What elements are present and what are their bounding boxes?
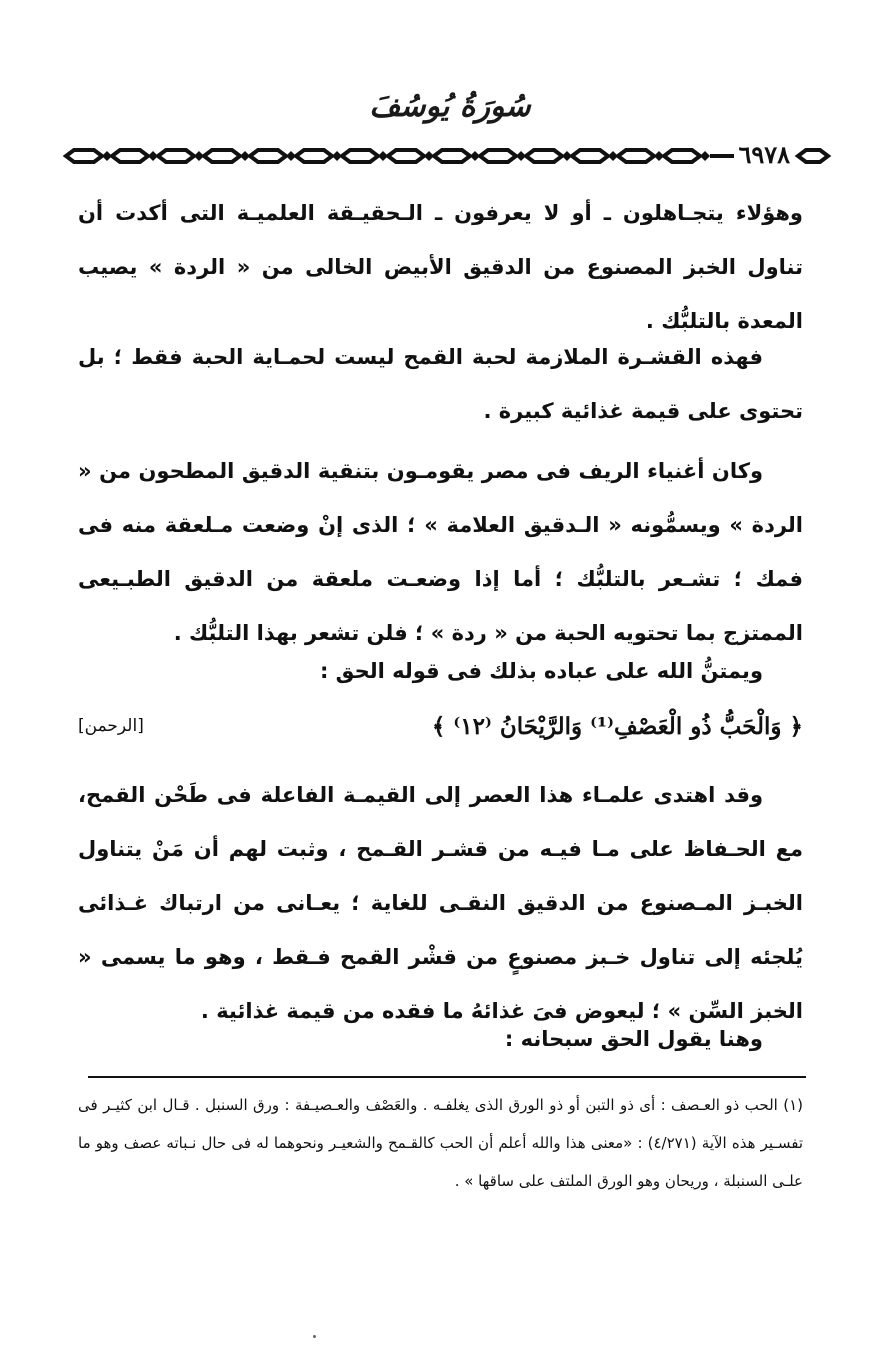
- chain-diamond: [516, 151, 526, 161]
- paragraph-1: وهؤلاء يتجـاهلون ـ أو لا يعرفون ـ الـحقيـقة العلميـة التى أكدت أن تناول الخبز المصنوع من الدقيق الأبيض الخالى من « الردة » يصيب المعدة بالتلبُّك .: [78, 201, 803, 333]
- chain-link: [388, 150, 424, 162]
- footnote: (١) الحب ذو العـصف : أى ذو التبن أو ذو الورق الذى يغلفـه . والعَصْف والعـصيـفة : ورق السنبل . قـال ابن كثيـر فى تفسـير هذه الآية (٤/٢٧١) : «معنى هذا والله أعلم أن الحب كالقـمح والشعيـر ونحوهما له فى حال نـباته عصف وهو ما علـى السنبلة ، وريحان وهو الورق الملتف على ساقها » .: [78, 1096, 803, 1190]
- paragraph-6: وهنا يقول الحق سبحانه :: [504, 1027, 763, 1051]
- paragraph-2: فهذه القشـرة الملازمة لحبة القمح ليست لحمـاية الحبة فقط ؛ بل تحتوى على قيمة غذائية كبيرة .: [78, 345, 803, 423]
- chain-link: [572, 150, 608, 162]
- chain-link: [66, 150, 102, 162]
- chain-link: [204, 150, 240, 162]
- paragraph-5: وقد اهتدى علمـاء هذا العصر إلى القيمـة الفاعلة فى طَحْن القمح، مع الحـفاظ على مـا فيـه من قشـر القـمح ، وثبت لهم أن مَنْ يتناول الخبـز المـصنوع من الدقيق النقـى للغاية ؛ يعـانى من ارتباك غـذائى يُلجئه إلى تناول خـبز مصنوعٍ من قشْر القمح فـقط ، وهو ما يسمى « الخبز السِّن » ؛ ليعوض فىَ غذائهُ ما فقده من قيمة غذائية .: [78, 783, 803, 1023]
- chain-link: [798, 150, 828, 162]
- chain-link: [342, 150, 378, 162]
- paragraph-4: ويمتنُّ الله على عباده بذلك فى قوله الحق :: [319, 659, 763, 683]
- chain-diamond: [148, 151, 158, 161]
- ornamental-header-band: [62, 140, 832, 172]
- chain-diamond: [286, 151, 296, 161]
- quran-verse: ﴿ وَالْحَبُّ ذُو الْعَصْفِ⁽¹⁾ وَالرَّيْحَانُ ⁽١٢⁾ ﴾: [431, 713, 803, 740]
- chain-link: [250, 150, 286, 162]
- chain-diamond: [608, 151, 618, 161]
- chain-link: [480, 150, 516, 162]
- chain-link: [434, 150, 470, 162]
- chain-diamond: [654, 151, 664, 161]
- chain-diamond: [194, 151, 204, 161]
- quran-verse-line: [78, 700, 803, 754]
- chain-diamond: [470, 151, 480, 161]
- chain-diamond: [240, 151, 250, 161]
- chain-link: [618, 150, 654, 162]
- chain-link: [526, 150, 562, 162]
- chain-diamond: [102, 151, 112, 161]
- chain-link: [664, 150, 700, 162]
- chain-diamond: [562, 151, 572, 161]
- chain-link: [158, 150, 194, 162]
- chain-ornament: [62, 140, 832, 172]
- chain-link: [112, 150, 148, 162]
- chain-diamond: [378, 151, 388, 161]
- surah-title: سُورَةُ يُوسُفَ: [369, 89, 531, 124]
- page-speck: [313, 1335, 316, 1338]
- chain-diamond: [424, 151, 434, 161]
- footnote-divider: [88, 1076, 806, 1078]
- chain-diamond: [700, 151, 710, 161]
- paragraph-3: وكان أغنياء الريف فى مصر يقومـون بتنقية الدقيق المطحون من « الردة » ويسمُّونه « الـدقيق العلامة » ؛ الذى إنْ وضعت مـلعقة منه فى فمك ؛ تشـعر بالتلبُّك ؛ أما إذا وضعـت ملعقة من الدقيق الطبـيعى الممتزج بما تحتويه الحبة من « ردة » ؛ فلن تشعر بهذا التلبُّك .: [78, 459, 803, 645]
- chain-diamond: [332, 151, 342, 161]
- chain-link: [296, 150, 332, 162]
- verse-reference: [الرحمن]: [78, 716, 144, 736]
- page-number: ٦٩٧٨: [734, 140, 794, 172]
